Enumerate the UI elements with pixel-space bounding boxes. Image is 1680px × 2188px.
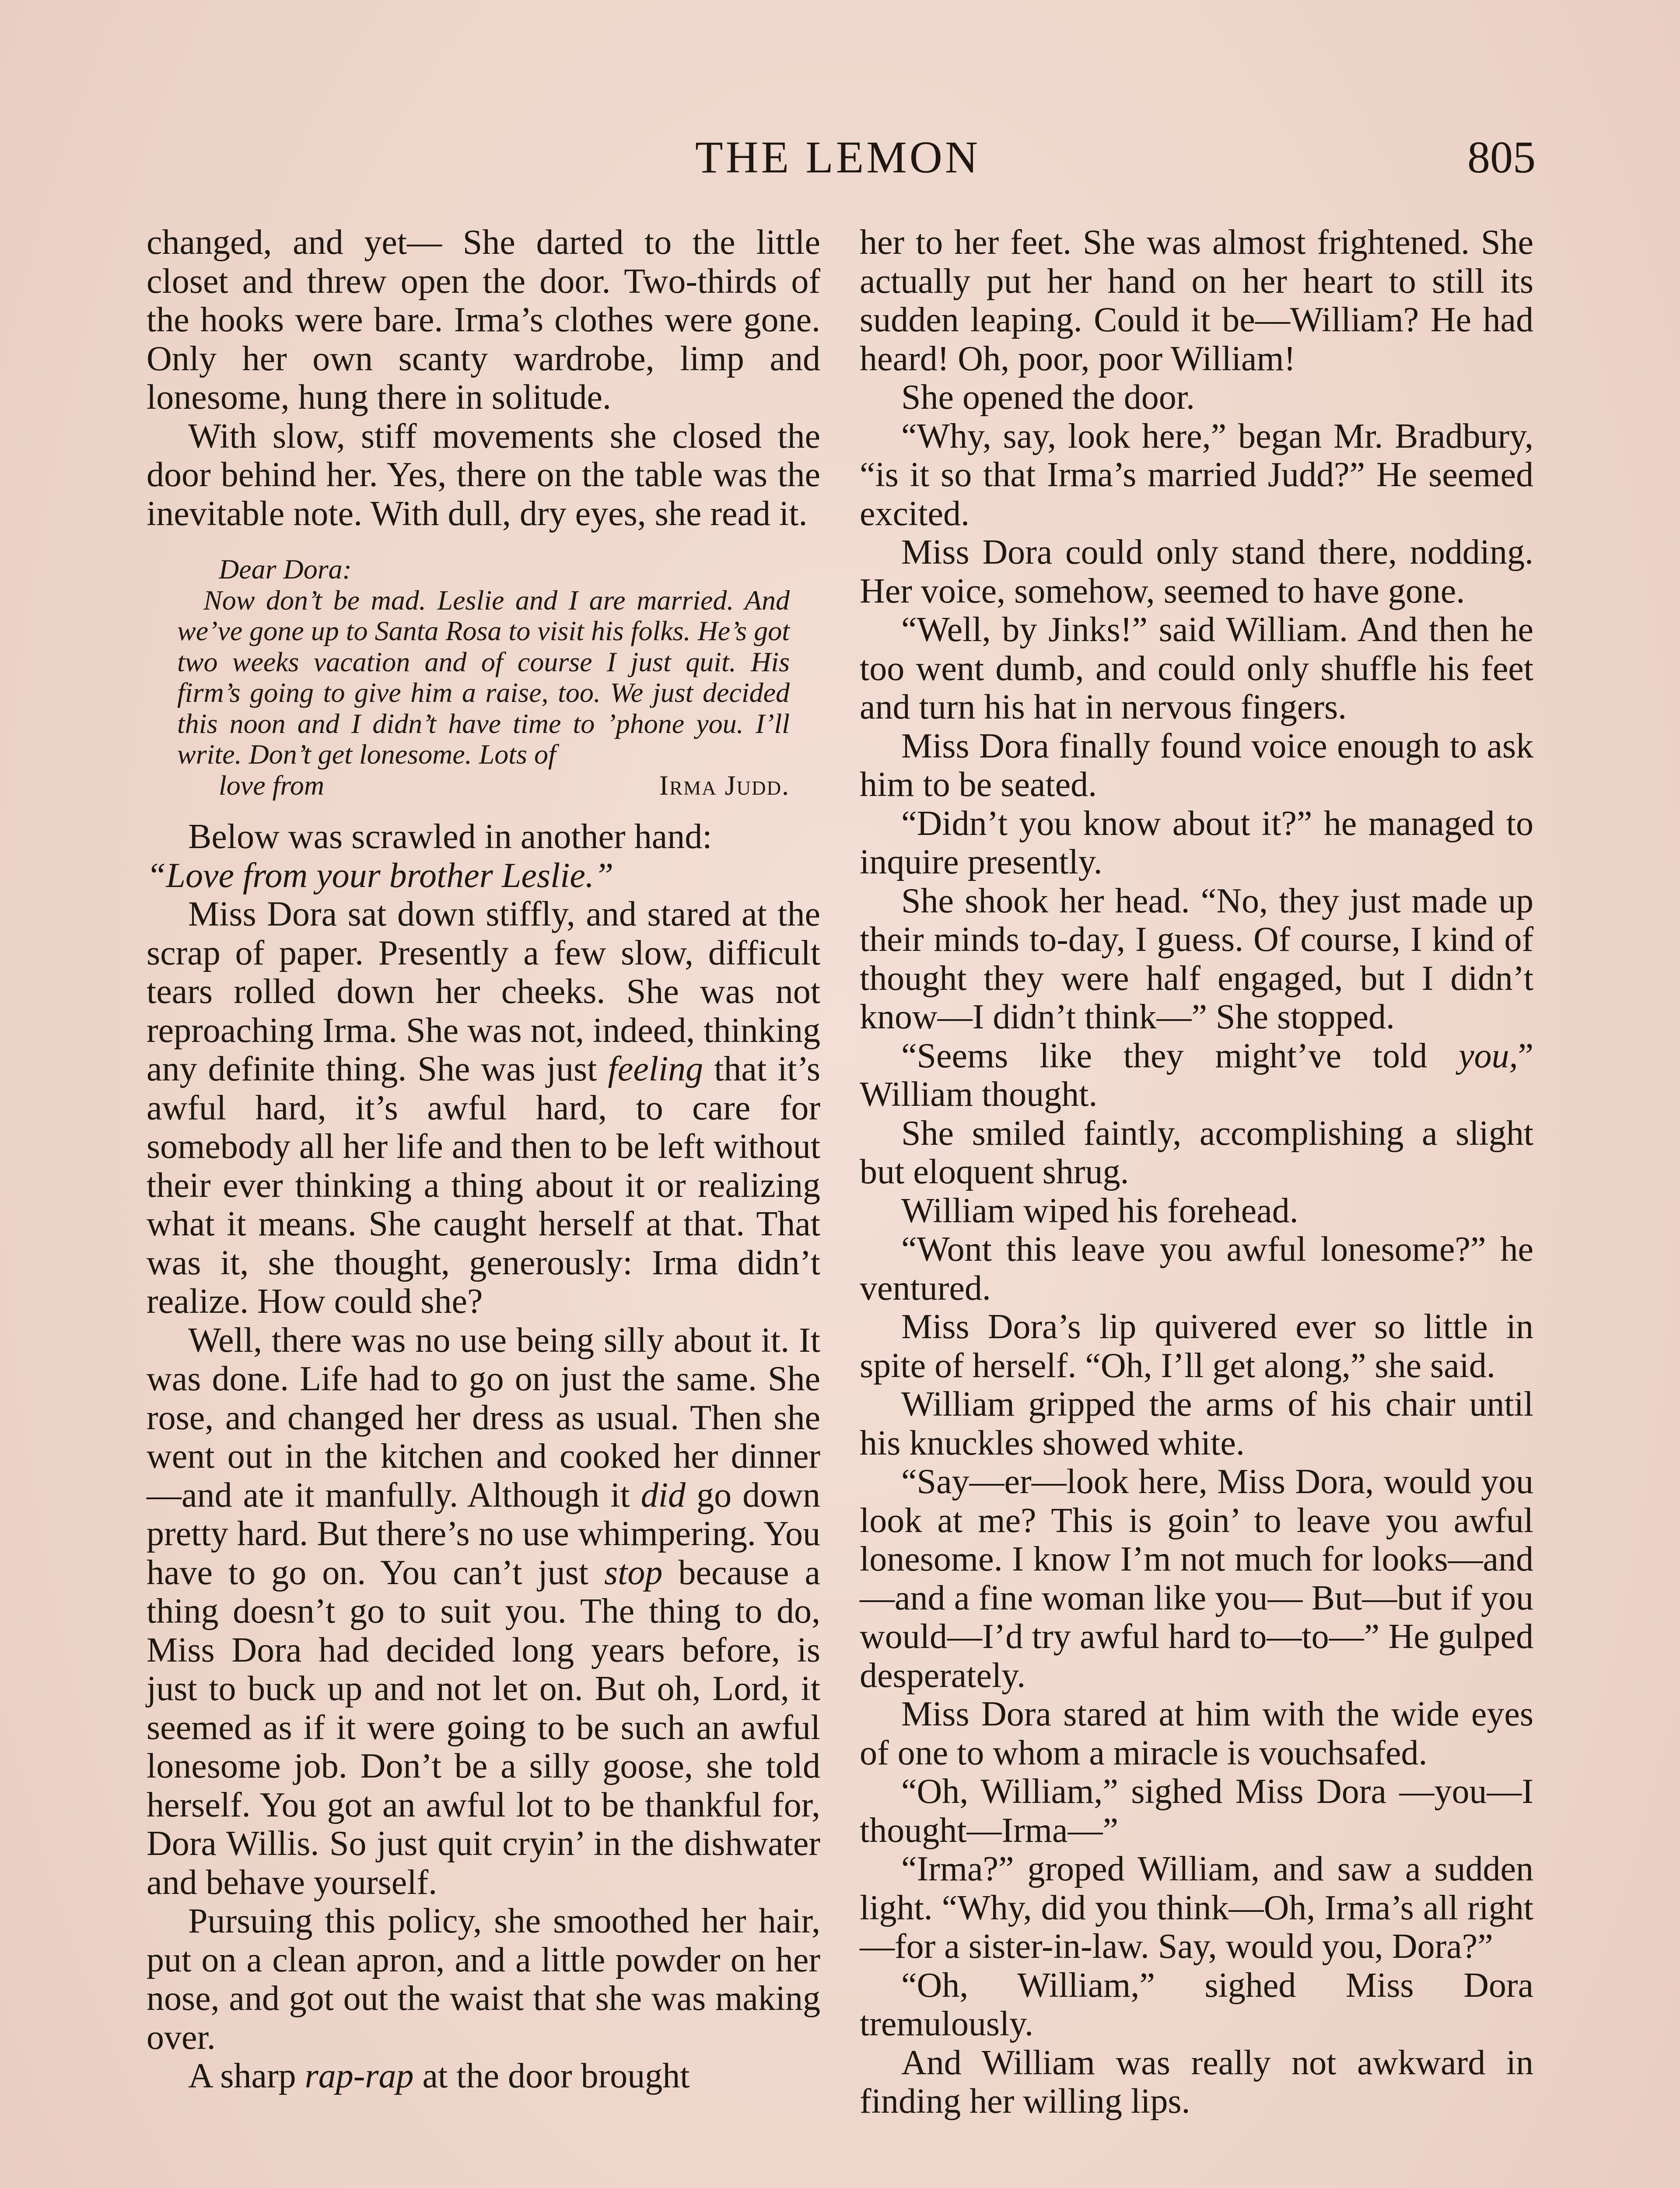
page-number: 805 (1467, 132, 1536, 182)
right-column (860, 223, 1533, 2121)
paragraph: “Why, say, look here,” began Mr. Bradbury, “is it so that Irma’s married Judd?” He seemed excited. (860, 417, 1533, 533)
quoted-text: “Love from your brother Leslie.” (147, 856, 614, 895)
paragraph (147, 1321, 820, 1902)
paragraph: Miss Dora finally found voice enough to ask him to be seated. (860, 726, 1533, 804)
emphasis: stop (604, 1553, 663, 1592)
paragraph-text: that it’s awful hard, it’s awful hard, to care for somebody all her life and then to be left without their ever thinking a thing about it or realizing what it means. She caught herself at that. That was it, she thought, generously: Irma didn’t realize. How could she? (147, 1050, 821, 1321)
paragraph-text: “Seems like they might’ve told (901, 1036, 1428, 1075)
paragraph: With slow, stiff movements she closed the door behind her. Yes, there on the table was the inevitable note. With dull, dry eyes, she read it. (147, 417, 820, 533)
emphasis: did (640, 1476, 686, 1515)
note-letter (177, 554, 790, 801)
letter-salutation: Dear Dora: (219, 554, 352, 585)
left-column (147, 223, 820, 2096)
paragraph-text: A sharp (188, 2057, 296, 2095)
paragraph-text: Miss Dora sat down stiffly, and stared at the scrap of paper. Presently a few slow, difficult tears rolled down her cheeks. She was not reproaching Irma. She was not, indeed, thinking any definite thing. She was just (147, 895, 820, 1088)
paragraph-text: ” William thought. (860, 1036, 1534, 1114)
paragraph-text: Well, there was no use being silly about it. It was done. Life had to go on just the same. She rose, and changed her dress as usual. Then she went out in the kitchen and cooked her dinner—and ate it manfully. Although it (147, 1321, 820, 1515)
paragraph (147, 895, 820, 1321)
paragraph: her to her feet. She was almost frightened. She actually put her hand on her heart to still its sudden leaping. Could it be—William? He had heard! Oh, poor, poor William! (860, 223, 1533, 378)
running-head: THE LEMON (695, 132, 980, 182)
paragraph-text: Below was scrawled in another hand: (188, 817, 712, 856)
paragraph (147, 2057, 820, 2096)
paragraph: William wiped his forehead. (901, 1191, 1298, 1230)
letter-body: Now don’t be mad. Leslie and I are married. And we’ve gone up to Santa Rosa to visit his folks. He’s got two weeks vacation and of course I just quit. His firm’s going to give him a raise, too. We just decided this noon and I didn’t have time to ’phone you. I’ll write. Don’t get lonesome. Lots of (177, 584, 790, 770)
paragraph: She opened the door. (901, 378, 1195, 417)
paragraph: Miss Dora stared at him with the wide eyes of one to whom a miracle is vouchsafed. (860, 1695, 1533, 1772)
paragraph (860, 1037, 1533, 1114)
paragraph: Miss Dora’s lip quivered ever so little in spite of herself. “Oh, I’ll get along,” she said. (860, 1308, 1533, 1385)
paragraph-text: go down pretty hard. But there’s no use whimpering. You have to go on. You can’t just (147, 1476, 820, 1592)
paragraph (147, 817, 820, 895)
paragraph: “Irma?” groped William, and saw a sudden light. “Why, did you think—Oh, Irma’s all right—for a sister-in-law. Say, would you, Dora?” (860, 1850, 1533, 1966)
paragraph: “Oh, William,” sighed Miss Dora —you—I thought—Irma—” (860, 1772, 1533, 1850)
paragraph-text: because a thing doesn’t go to suit you. The thing to do, Miss Dora had decided long years before, is just to buck up and not let on. But oh, Lord, it seemed as if it were going to be such an awful lonesome job. Don’t be a silly goose, she told herself. You got an awful lot to be thankful for, Dora Willis. So just quit cryin’ in the dishwater and behave yourself. (147, 1553, 821, 1902)
paragraph-text: at the door brought (422, 2057, 690, 2095)
paragraph: And William was really not awkward in finding her willing lips. (860, 2043, 1533, 2121)
letter-signature: Irma Judd. (659, 769, 790, 801)
paragraph: “Oh, William,” sighed Miss Dora tremulously. (860, 1966, 1533, 2043)
letter-closing: love from (219, 769, 325, 801)
paragraph: “Say—er—look here, Miss Dora, would you look at me? This is goin’ to leave you awful lonesome. I know I’m not much for looks—and—and a fine woman like you— But—but if you would—I’d try awful hard to—to—” He gulped desperately. (860, 1462, 1533, 1695)
paragraph: Miss Dora could only stand there, nodding. Her voice, somehow, seemed to have gone. (860, 533, 1533, 610)
paragraph: Pursuing this policy, she smoothed her hair, put on a clean apron, and a little powder on her nose, and got out the waist that she was making over. (147, 1902, 820, 2057)
paragraph: She shook her head. “No, they just made up their minds to-day, I guess. Of course, I kind of thought they were half engaged, but I didn’t know—I didn’t think—” She stopped. (860, 881, 1533, 1036)
paragraph: changed, and yet— She darted to the little closet and threw open the door. Two-thirds of the hooks were bare. Irma’s clothes were gone. Only her own scanty wardrobe, limp and lonesome, hung there in solitude. (147, 223, 820, 417)
paragraph: William gripped the arms of his chair until his knuckles showed white. (860, 1385, 1533, 1462)
page-header (140, 127, 1536, 188)
paragraph: She smiled faintly, accomplishing a slight but eloquent shrug. (860, 1114, 1533, 1191)
emphasis: rap-rap (304, 2057, 414, 2095)
emphasis: you, (1458, 1036, 1518, 1075)
letter-closing-line (177, 770, 790, 801)
emphasis: feeling (608, 1050, 704, 1088)
paragraph: “Well, by Jinks!” said William. And then he too went dumb, and could only shuffle his feet and turn his hat in nervous fingers. (860, 610, 1533, 726)
paragraph: “Didn’t you know about it?” he managed to inquire presently. (860, 804, 1533, 881)
paragraph: “Wont this leave you awful lonesome?” he ventured. (860, 1230, 1533, 1308)
